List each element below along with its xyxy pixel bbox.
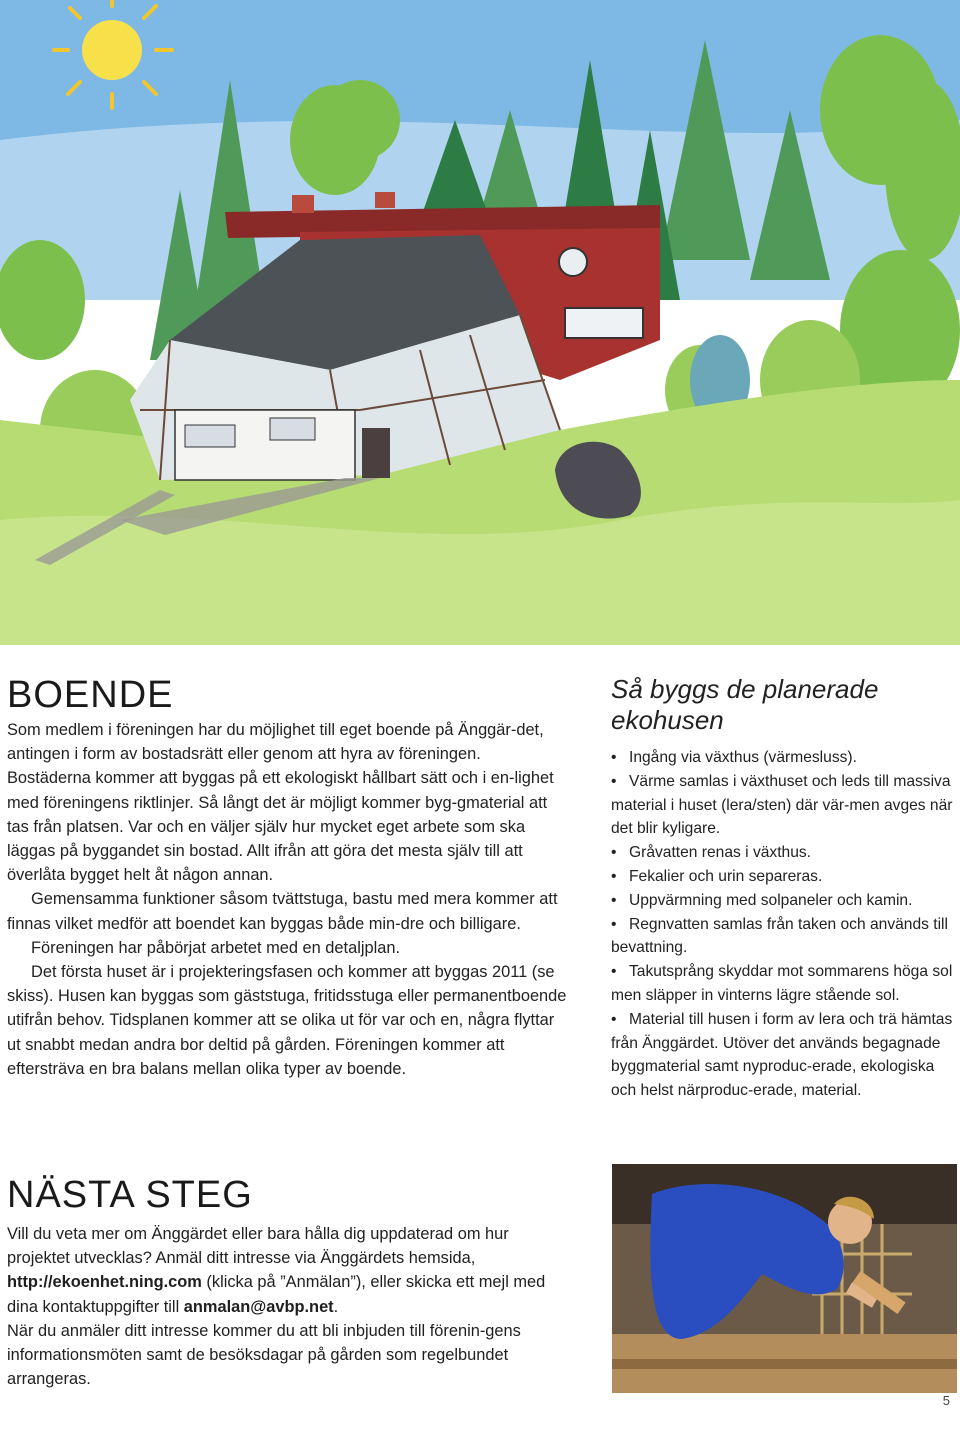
list-item: • Material till husen i form av lera och trä hämtas från Änggärdet. Utöver det används begagnade byggmaterial samt nyproduc-erade, ekologiska och helst närproduc-erade, material. bbox=[611, 1008, 956, 1103]
boende-paragraph-2: Gemensamma funktioner såsom tvättstuga, bastu med mera kommer att finnas vilket medför att boendet kan byggas både min-dre och billigare. bbox=[7, 890, 558, 933]
nasta-steg-intro: Vill du veta mer om Änggärdet eller bara hålla dig uppdaterad om hur projektet utvecklas? Anmäl ditt intresse via Änggärdets hemsida, bbox=[7, 1225, 509, 1268]
list-item: • Gråvatten renas i växthus. bbox=[611, 841, 956, 865]
ekohusen-title: Så byggs de planerade ekohusen bbox=[611, 674, 879, 735]
email-link[interactable]: anmalan@avbp.net bbox=[183, 1297, 334, 1316]
list-item: • Regnvatten samlas från taken och används till bevattning. bbox=[611, 913, 956, 961]
worker-photo bbox=[612, 1164, 957, 1393]
boende-section bbox=[7, 672, 567, 1081]
nasta-steg-paragraph bbox=[7, 1222, 567, 1319]
bullet-icon: • bbox=[611, 891, 617, 909]
bullet-icon: • bbox=[611, 1010, 617, 1028]
bullet-icon: • bbox=[611, 963, 617, 981]
list-item: • Ingång via växthus (värmesluss). bbox=[611, 746, 956, 770]
bullet-icon: • bbox=[611, 867, 617, 885]
boende-paragraph-4: Det första huset är i projekteringsfasen och kommer att byggas 2011 (se skiss). Husen kan byggas som gäststuga, fritidsstuga eller permanentboende utifrån behov. Tidsplanen kommer att se olika ut för var och en, några flyttar ut snabbt medan andra bor deltid på gården. Föreningen kommer att eftersträva en bra balans mellan olika typer av boende. bbox=[7, 963, 567, 1078]
list-item: • Takutsprång skyddar mot sommarens höga sol men släpper in vinterns lägre stående sol. bbox=[611, 960, 956, 1008]
list-item: • Uppvärmning med solpaneler och kamin. bbox=[611, 889, 956, 913]
nasta-steg-mid: (klicka på ”Anmälan”), eller skicka ett mejl med dina kontaktuppgifter till bbox=[7, 1273, 546, 1316]
boende-title: BOENDE bbox=[7, 674, 174, 716]
page-number: 5 bbox=[942, 1393, 950, 1408]
bullet-icon: • bbox=[611, 749, 617, 766]
bullet-icon: • bbox=[611, 772, 617, 790]
nasta-steg-title: NÄSTA STEG bbox=[7, 1174, 253, 1216]
nasta-steg-section bbox=[7, 1172, 567, 1391]
ekohusen-section bbox=[611, 674, 956, 1103]
boende-paragraph-3: Föreningen har påbörjat arbetet med en detaljplan. bbox=[31, 938, 401, 957]
site-link[interactable]: http://ekoenhet.ning.com bbox=[7, 1273, 202, 1292]
bullet-icon: • bbox=[611, 844, 617, 862]
ekohusen-list bbox=[611, 746, 956, 1103]
list-item: • Fekalier och urin separeras. bbox=[611, 865, 956, 889]
house-illustration bbox=[0, 0, 960, 645]
list-item: • Värme samlas i växthuset och leds till massiva material i huset (lera/sten) där vär-men avges när det blir kyligare. bbox=[611, 770, 956, 841]
bullet-icon: • bbox=[611, 915, 617, 933]
boende-body bbox=[7, 718, 567, 1081]
nasta-steg-end: . bbox=[333, 1297, 339, 1316]
boende-paragraph-1: Som medlem i föreningen har du möjlighet till eget boende på Änggär-det, antingen i form av bostadsrätt eller genom att hyra av föreningen. Bostäderna kommer att byggas på ett ekologiskt hållbart sätt och i en-lighet med föreningens riktlinjer. Så långt det är möjligt kommer byg-gmaterial att tas från platsen. Var och en väljer själv hur mycket eget arbete som ska läggas på byggandet sin bostad. Allt ifrån att göra det mesta själv till att överlåta bygget helt åt någon annan. bbox=[7, 721, 554, 885]
nasta-steg-closing: När du anmäler ditt intresse kommer du att bli inbjuden till förenin-gens informationsmöten samt de besöksdagar på gården som regelbundet arrangeras. bbox=[7, 1321, 521, 1389]
